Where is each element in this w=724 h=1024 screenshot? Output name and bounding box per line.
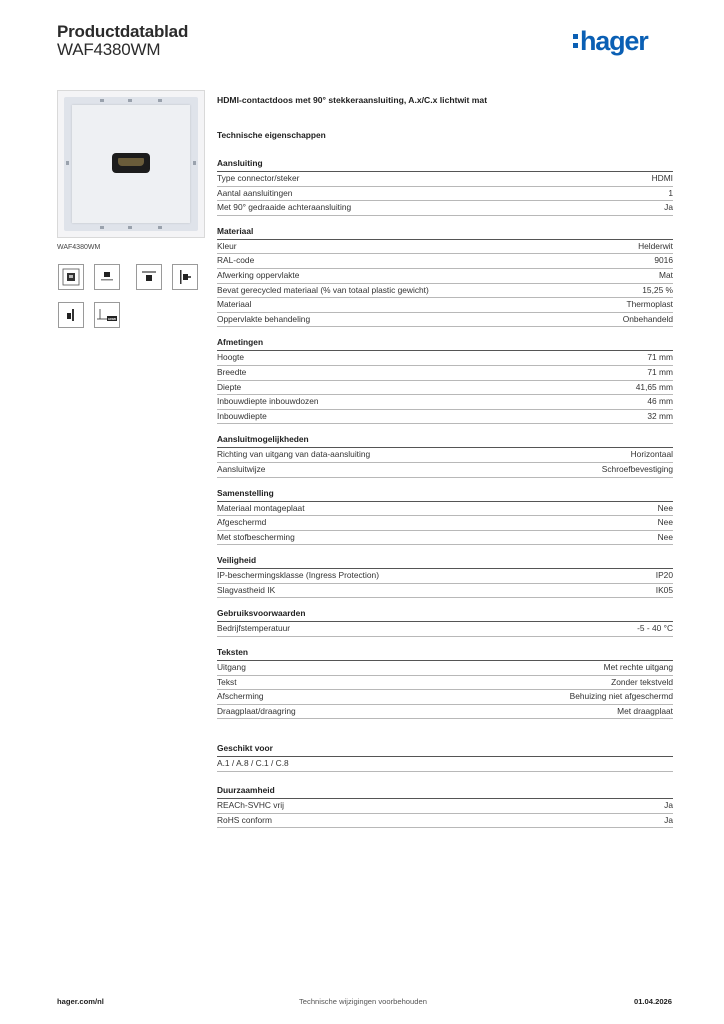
spec-row (217, 269, 673, 284)
image-caption: WAF4380WM (57, 244, 101, 251)
spec-value: Helderwit (638, 240, 673, 251)
spec-row (217, 705, 673, 720)
spec-value: 41,65 mm (635, 381, 673, 392)
spec-value: Mat (659, 269, 673, 280)
spec-row (217, 284, 673, 299)
spec-key: Materiaal (217, 299, 252, 310)
footer-disclaimer: Technische wijzigingen voorbehouden (299, 997, 427, 1006)
spec-row (217, 463, 673, 478)
spec-row (217, 298, 673, 313)
spec-value: Met rechte uitgang (603, 662, 673, 673)
spec-row (217, 676, 673, 691)
spec-key: Afwerking oppervlakte (217, 269, 300, 280)
product-image (57, 90, 205, 238)
spec-key: Inbouwdiepte (217, 410, 267, 421)
spec-key: Type connector/steker (217, 173, 300, 183)
spec-key: Afgeschermd (217, 517, 267, 528)
spec-row (217, 661, 673, 676)
section-title: Teksten (217, 647, 673, 661)
section-sustainability (217, 785, 673, 828)
section-veiligheid (217, 555, 673, 598)
spec-row (217, 366, 673, 381)
spec-value: 71 mm (647, 366, 673, 377)
spec-row (217, 240, 673, 255)
spec-key: Materiaal montageplaat (217, 502, 305, 513)
section-title: Gebruiksvoorwaarden (217, 608, 673, 622)
section-title: Samenstelling (217, 488, 673, 502)
section-teksten (217, 647, 673, 719)
spec-value: 46 mm (647, 396, 673, 407)
spec-row (217, 502, 673, 517)
spec-key: Diepte (217, 381, 242, 392)
spec-key: Draagplaat/draagring (217, 705, 296, 716)
hdmi-connection-icon (94, 302, 120, 328)
section-title: Materiaal (217, 226, 673, 240)
logo-dots-icon (573, 34, 578, 48)
spec-row (217, 516, 673, 531)
spec-value: Thermoplast (626, 299, 673, 310)
spec-row (217, 690, 673, 705)
spec-row (217, 584, 673, 599)
spec-row (217, 351, 673, 366)
section-afmetingen (217, 337, 673, 424)
spec-row (217, 381, 673, 396)
spec-key: RAL-code (217, 255, 255, 266)
cover-plate (72, 105, 190, 223)
spec-key: Bevat gerecycled materiaal (% van totaal plastic gewicht) (217, 284, 429, 295)
article-number: WAF4380WM (57, 40, 161, 59)
top-view-icon (136, 264, 162, 290)
spec-row (217, 313, 673, 328)
spec-value: Met draagplaat (617, 705, 673, 716)
spec-value: Nee (657, 517, 673, 528)
spec-value: Onbehandeld (622, 313, 673, 324)
spec-row: A.1 / A.8 / C.1 / C.8 (217, 757, 673, 772)
spec-value: HDMI (651, 173, 673, 183)
spec-key: Met 90° gedraaide achteraansluiting (217, 202, 352, 213)
spec-row (217, 395, 673, 410)
socket-detail-icon (94, 264, 120, 290)
spec-key: Aansluitwijze (217, 463, 266, 474)
spec-row (217, 569, 673, 584)
spec-key: Uitgang (217, 662, 246, 673)
spec-row (217, 254, 673, 269)
spec-content (217, 95, 673, 838)
spec-value: 9016 (654, 255, 673, 266)
product-description: HDMI-contactdoos met 90° stekkeraansluiting, A.x/C.x lichtwit mat (217, 95, 488, 105)
section-suitable (217, 743, 673, 772)
spec-value: Nee (657, 531, 673, 542)
spec-key: Oppervlakte behandeling (217, 313, 311, 324)
footer-date: 01.04.2026 (633, 997, 672, 1006)
section-aansluitmogelijkheden (217, 434, 673, 477)
spec-key: IP-beschermingsklasse (Ingress Protection) (217, 570, 379, 581)
spec-row: REACh-SVHC vrij Ja (217, 799, 673, 814)
spec-value: IP20 (655, 570, 673, 581)
spec-value: Schroefbevestiging (601, 463, 673, 474)
spec-value: 32 mm (647, 410, 673, 421)
specs-heading: Technische eigenschappen (217, 130, 326, 140)
page-title: Productdatablad (57, 22, 189, 41)
spec-key: Richting van uitgang van data-aansluiting (217, 449, 371, 460)
section-samenstelling (217, 488, 673, 546)
spec-value: Horizontaal (630, 449, 673, 460)
spec-value: 71 mm (647, 352, 673, 363)
spec-value: Nee (657, 502, 673, 513)
spec-value: Behuizing niet afgeschermd (569, 691, 673, 702)
footer-website-link[interactable]: hager.com/nl (57, 997, 104, 1006)
spec-value: 1 (668, 187, 673, 198)
hdmi-socket-icon (112, 153, 150, 173)
spec-key: Kleur (217, 240, 237, 251)
spec-row (217, 187, 673, 202)
spec-row (217, 172, 673, 187)
front-view-icon (58, 264, 84, 290)
hager-logo (573, 28, 648, 56)
spec-key: Hoogte (217, 352, 245, 363)
spec-row: RoHS conform Ja (217, 814, 673, 829)
spec-value: 15,25 % (642, 284, 673, 295)
spec-value: IK05 (655, 584, 673, 595)
spec-row (217, 448, 673, 463)
section-title: Veiligheid (217, 555, 673, 569)
section-materiaal (217, 226, 673, 328)
section-aansluiting (217, 158, 673, 216)
section-title: Geschikt voor (217, 743, 673, 757)
spec-key: Bedrijfstemperatuur (217, 623, 291, 634)
mounting-detail-icon (58, 302, 84, 328)
section-gebruiksvoorwaarden (217, 608, 673, 637)
spec-row (217, 622, 673, 637)
section-title: Afmetingen (217, 337, 673, 351)
spec-key: Met stofbescherming (217, 531, 295, 542)
section-title: Duurzaamheid (217, 785, 673, 799)
section-title: Aansluiting (217, 158, 673, 172)
spec-key: Tekst (217, 676, 237, 687)
logo-text: hager (580, 26, 648, 56)
side-view-icon (172, 264, 198, 290)
spec-value: Zonder tekstveld (611, 676, 673, 687)
spec-key: Breedte (217, 366, 247, 377)
spec-row (217, 201, 673, 216)
spec-value: -5 - 40 °C (637, 623, 673, 634)
spec-row (217, 410, 673, 425)
spec-key: Slagvastheid IK (217, 584, 276, 595)
spec-row (217, 531, 673, 546)
section-title: Aansluitmogelijkheden (217, 434, 673, 448)
spec-key: Afscherming (217, 691, 264, 702)
svg-text:HDMI: HDMI (108, 317, 116, 321)
spec-value: Ja (664, 202, 673, 213)
spec-key: Inbouwdiepte inbouwdozen (217, 396, 319, 407)
spec-key: Aantal aansluitingen (217, 187, 293, 198)
